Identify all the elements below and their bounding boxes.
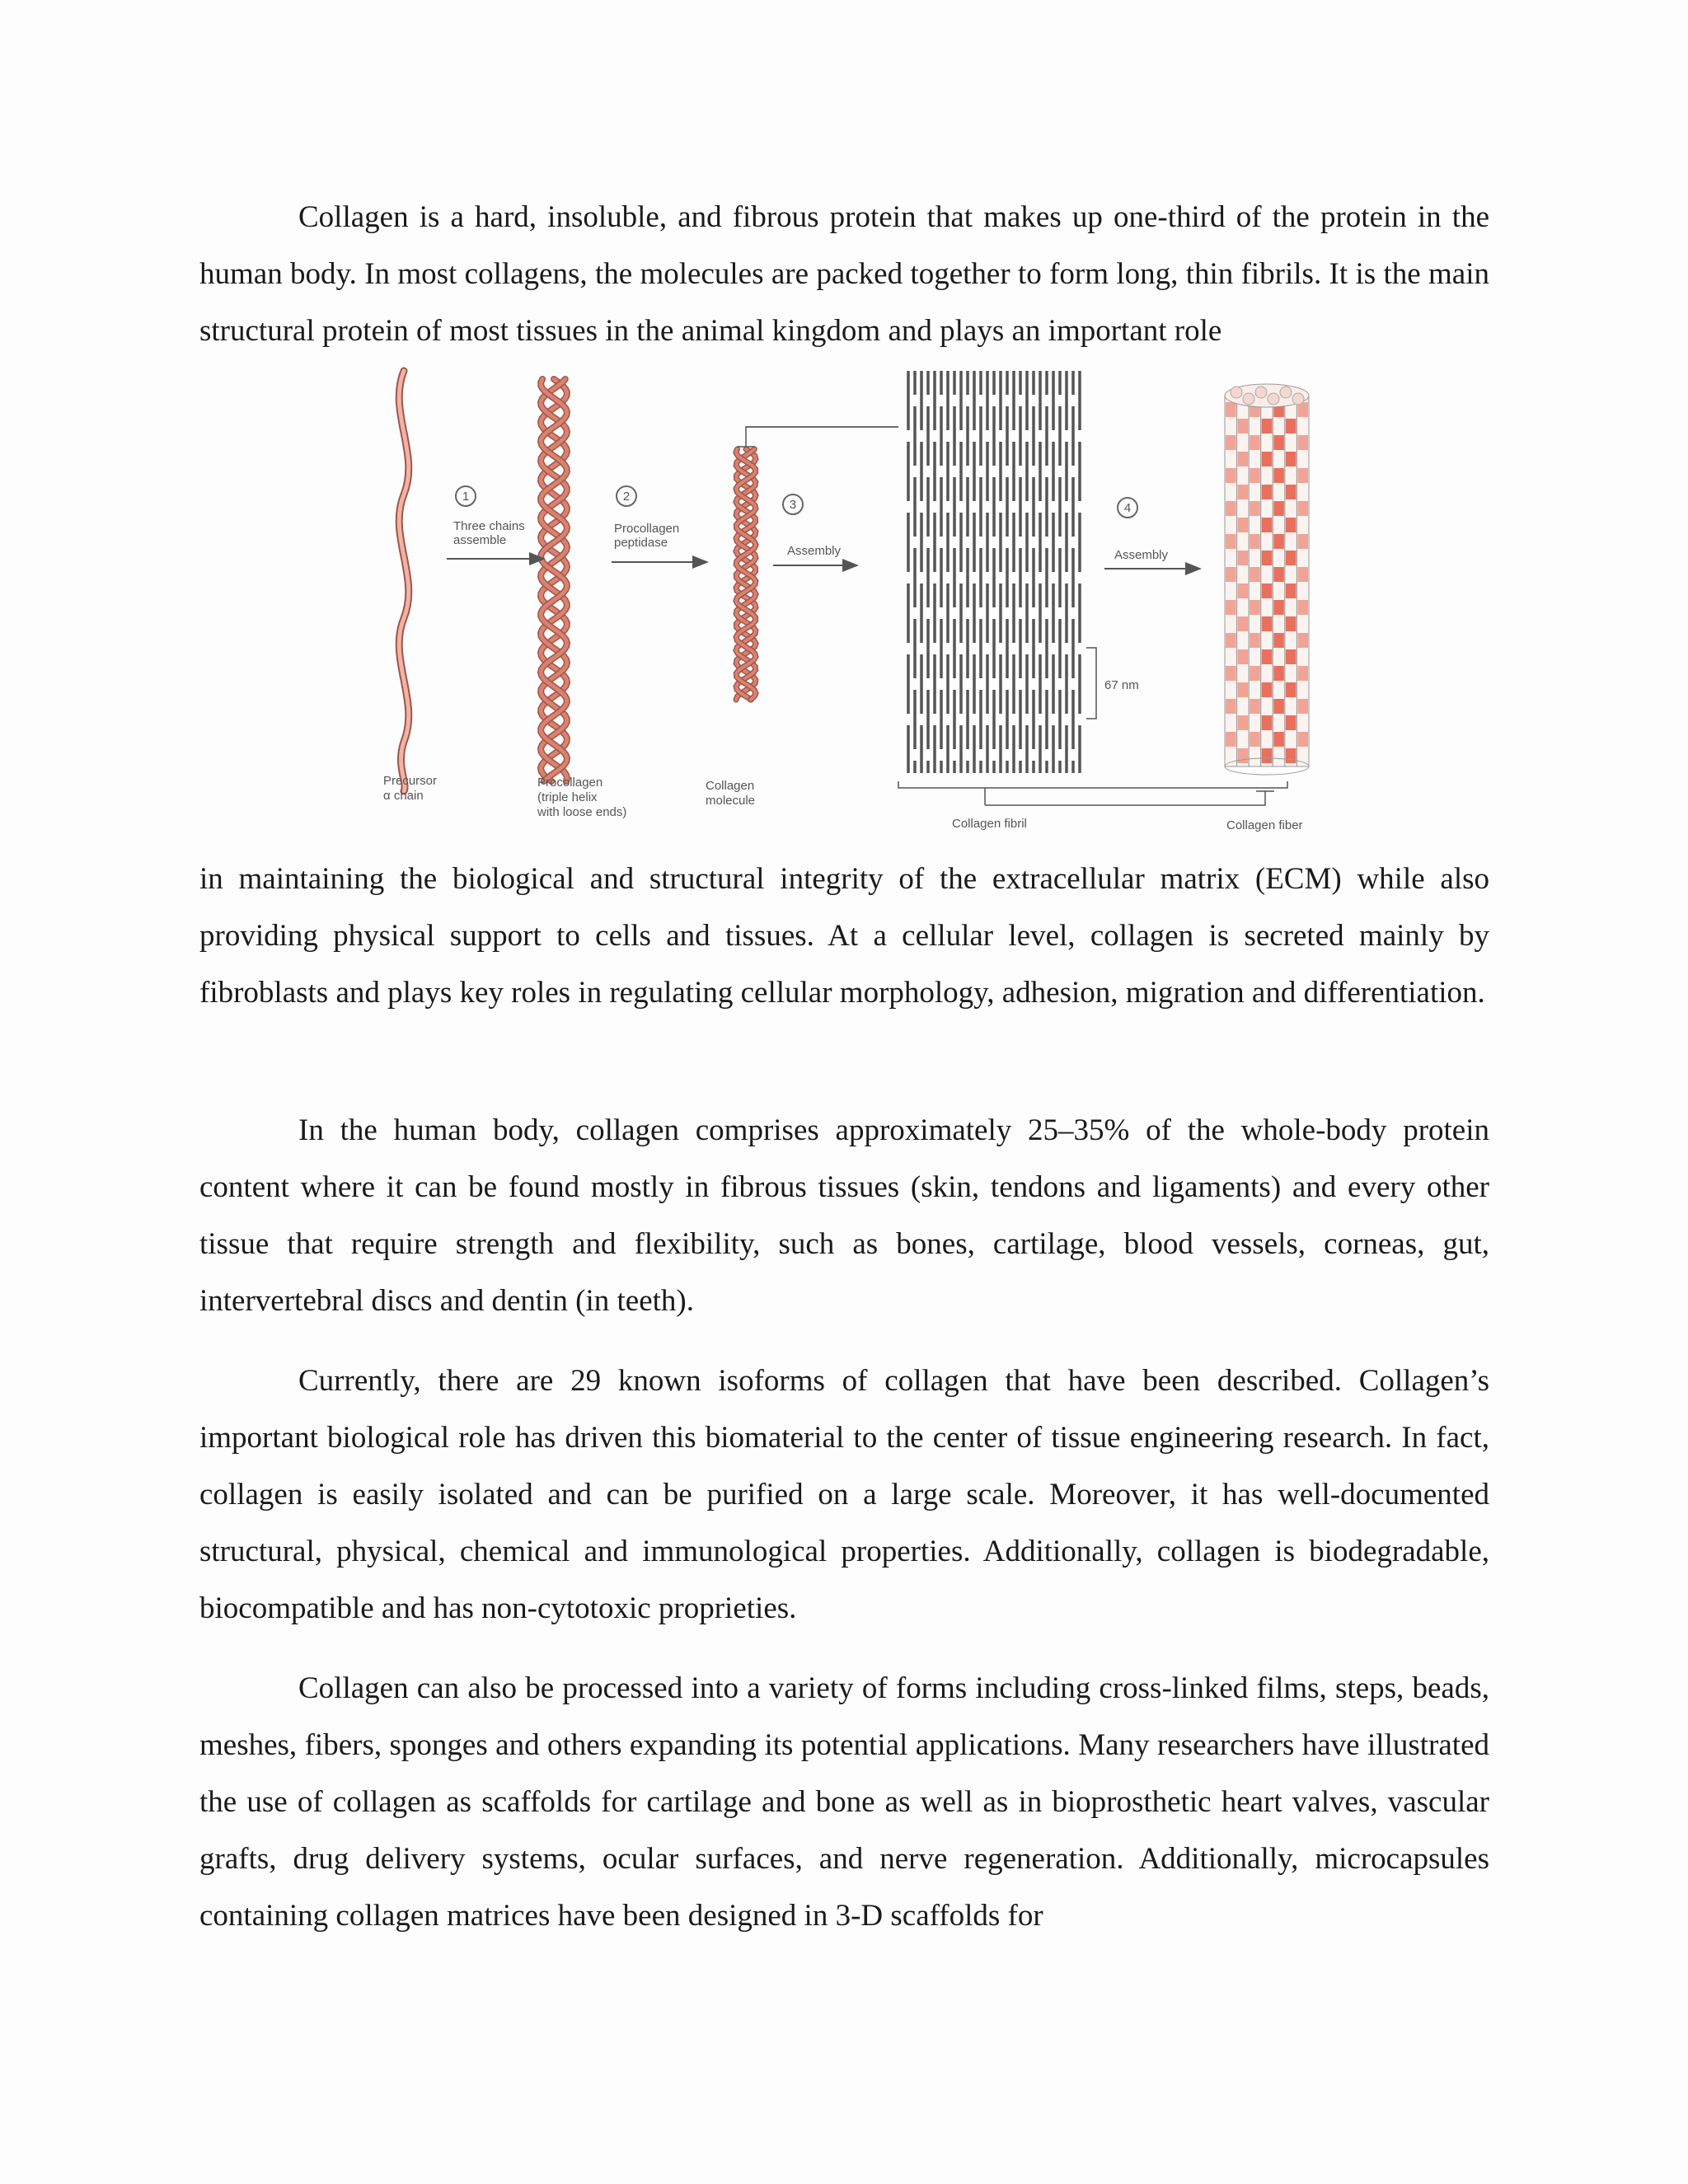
paragraph-3: [199, 1352, 1489, 1637]
fiber-band: [1286, 649, 1296, 664]
paragraph-1-bottom: [199, 851, 1489, 1021]
fiber-band: [1297, 699, 1308, 714]
fiber-band: [1286, 715, 1296, 730]
fiber-band: [1297, 633, 1308, 648]
fiber-band: [1238, 485, 1249, 499]
fiber-band: [1226, 732, 1236, 747]
fiber-band: [1273, 567, 1284, 582]
fiber-cap-circle: [1292, 393, 1304, 405]
fiber-band: [1286, 551, 1296, 565]
fiber-band: [1286, 518, 1296, 532]
fiber-band: [1262, 518, 1273, 532]
fiber-band: [1238, 649, 1249, 664]
fiber-band: [1262, 649, 1273, 664]
step-2-label-line-2: peptidase: [614, 536, 668, 550]
fiber-band: [1286, 616, 1296, 631]
fiber-cap-circle: [1255, 387, 1267, 398]
paragraph-text: Currently, there are 29 known isoforms of collagen that have been described. Collagen’s important biological role has driven this biomaterial to the center of tissue engineering research. In fact, collagen is easily isolated and can be purified on a large scale. Moreover, it has well-documented structural, physical, chemical and immunological properties. Additionally, collagen is biodegradable, biocompatible and has non-cytotoxic proprieties.: [199, 1364, 1489, 1625]
fiber-band: [1250, 501, 1260, 516]
collagen-assembly-diagram: [371, 363, 1343, 841]
fiber-band: [1297, 501, 1308, 516]
fiber-band: [1250, 699, 1260, 714]
fiber-band: [1262, 748, 1273, 763]
procollagen-label-line-3: with loose ends): [537, 805, 627, 819]
step-3-label: Assembly: [787, 544, 842, 558]
fiber-band: [1250, 567, 1260, 582]
fibril-label: Collagen fibril: [952, 817, 1027, 831]
fiber-label: Collagen fiber: [1226, 818, 1303, 832]
paragraph-text: Collagen can also be processed into a variety of forms including cross-linked films, steps, beads, meshes, fibers, sponges and others expanding its potential applications. Many researchers have illustrated the use of collagen as scaffolds for cartilage and bone as well as in bioprosthetic heart valves, vascular grafts, drug delivery systems, ocular surfaces, and nerve regeneration. Additionally, microcapsules containing collagen matrices have been designed in 3-D scaffolds for: [199, 1671, 1489, 1933]
fiber-cap-circle: [1280, 387, 1292, 398]
fiber-band: [1286, 452, 1296, 466]
fiber-band: [1226, 501, 1236, 516]
molecule-label-line-1: Collagen: [706, 779, 755, 793]
fiber-band: [1297, 567, 1308, 582]
fiber-band: [1286, 748, 1296, 763]
procollagen-helix: [541, 379, 567, 781]
fiber-band: [1250, 435, 1260, 450]
fiber-strand: [1237, 396, 1250, 766]
fiber-band: [1226, 666, 1236, 681]
fiber-band: [1297, 732, 1308, 747]
fiber-band: [1226, 435, 1236, 450]
fiber-band: [1273, 666, 1284, 681]
precursor-label-line-2: α chain: [383, 789, 424, 803]
paragraph-text: in maintaining the biological and structural integrity of the extracellular matrix (ECM) while also providing physical support to cells and tissues. At a cellular level, collagen is secreted mainly by fibroblasts and plays key roles in regulating cellular morphology, adhesion, migration and differentiation.: [199, 862, 1489, 1010]
step-4-label: Assembly: [1114, 548, 1169, 562]
paragraph-text: Collagen is a hard, insoluble, and fibrous protein that makes up one-third of the protein in the human body. In most collagens, the molecules are packed together to form long, thin fibrils. It is the main structural protein of most tissues in the animal kingdom and plays an important role: [199, 200, 1489, 348]
fiber-band: [1262, 583, 1273, 598]
fiber-band: [1226, 699, 1236, 714]
fiber-band: [1297, 600, 1308, 615]
fiber-band: [1250, 534, 1260, 549]
fiber-band: [1262, 485, 1273, 499]
fiber-band: [1238, 748, 1249, 763]
fiber-band: [1238, 682, 1249, 697]
fiber-band: [1226, 402, 1236, 417]
fiber-band: [1250, 732, 1260, 747]
fiber-band: [1238, 452, 1249, 466]
fiber-band: [1286, 682, 1296, 697]
collagen-fibril: [908, 371, 1080, 773]
fiber-band: [1238, 715, 1249, 730]
step-2-label-line-1: Procollagen: [614, 522, 680, 536]
molecule-label-line-2: molecule: [706, 794, 756, 808]
fiber-band: [1226, 468, 1236, 483]
paragraph-text: In the human body, collagen comprises approximately 25–35% of the whole-body protein content where it can be found mostly in fibrous tissues (skin, tendons and ligaments) and every other tissue that require strength and flexibility, such as bones, cartilage, blood vessels, corneas, gut, intervertebral discs and dentin (in teeth).: [199, 1113, 1489, 1318]
spacing-bracket: [1086, 648, 1096, 719]
fiber-band: [1262, 715, 1273, 730]
fiber-strand: [1285, 396, 1297, 766]
fiber-band: [1238, 551, 1249, 565]
fiber-band: [1250, 468, 1260, 483]
fiber-band: [1273, 699, 1284, 714]
fiber-band: [1238, 583, 1249, 598]
step-4-number: 4: [1123, 501, 1132, 515]
fiber-band: [1226, 567, 1236, 582]
fiber-band: [1250, 666, 1260, 681]
fiber-band: [1273, 435, 1284, 450]
fiber-band: [1238, 518, 1249, 532]
fiber-band: [1286, 419, 1296, 434]
fiber-band: [1250, 633, 1260, 648]
fiber-band: [1273, 501, 1284, 516]
fiber-band: [1262, 419, 1273, 434]
fiber-band: [1250, 600, 1260, 615]
fiber-band: [1297, 534, 1308, 549]
fiber-cap-circle: [1243, 393, 1254, 405]
fiber-band: [1226, 534, 1236, 549]
fiber-cap-circle: [1231, 387, 1242, 398]
step-1-label-line-2: assemble: [453, 533, 507, 547]
spacing-label: 67 nm: [1104, 678, 1139, 692]
fiber-band: [1297, 435, 1308, 450]
procollagen-label-line-2: (triple helix: [537, 790, 598, 804]
precursor-label-line-1: Precursor: [383, 774, 438, 788]
paragraph-4: [199, 1660, 1489, 1944]
fiber-band: [1238, 616, 1249, 631]
procollagen-label-line-1: Procollagen: [537, 776, 603, 790]
collagen-molecule: [736, 449, 756, 700]
fiber-band: [1273, 534, 1284, 549]
fiber-band: [1273, 600, 1284, 615]
fiber-band: [1226, 600, 1236, 615]
fiber-band: [1286, 485, 1296, 499]
paragraph-2: [199, 1102, 1489, 1329]
step-3-number: 3: [789, 498, 797, 512]
fiber-band: [1297, 468, 1308, 483]
fiber-band: [1262, 682, 1273, 697]
fiber-band: [1273, 468, 1284, 483]
fibril-fiber-bracket: [898, 781, 1287, 788]
fiber-cap-circle: [1268, 393, 1279, 405]
fiber-band: [1262, 452, 1273, 466]
step-1-number: 1: [462, 490, 470, 504]
fiber-band: [1286, 583, 1296, 598]
step-2-number: 2: [622, 490, 631, 504]
fiber-strand: [1261, 396, 1273, 766]
fiber-band: [1226, 633, 1236, 648]
fiber-band: [1238, 419, 1249, 434]
molecule-callout: [746, 427, 898, 447]
fiber-band: [1273, 633, 1284, 648]
fiber-band: [1273, 732, 1284, 747]
fiber-band: [1297, 666, 1308, 681]
collagen-fiber: [1225, 384, 1309, 775]
paragraph-1-top: [199, 189, 1489, 359]
fiber-band: [1262, 616, 1273, 631]
step-1-label-line-1: Three chains: [453, 519, 525, 533]
collagen-assembly-figure: [371, 363, 1343, 841]
fiber-band: [1262, 551, 1273, 565]
